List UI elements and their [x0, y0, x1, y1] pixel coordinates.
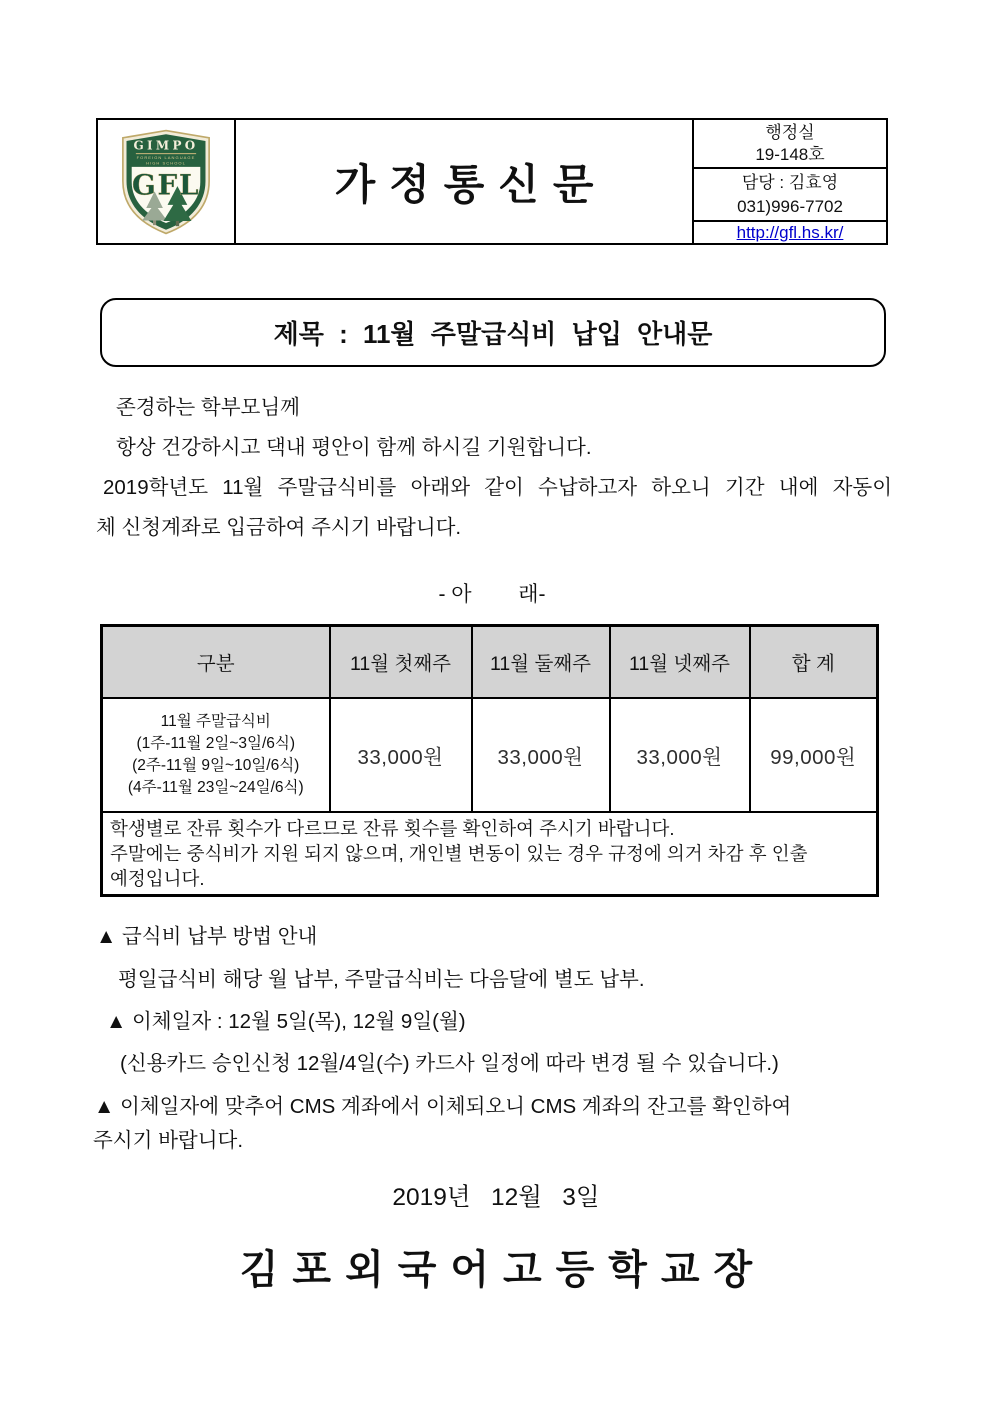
logo-rule	[136, 153, 196, 154]
fee-header-week4: 11월 넷째주	[610, 626, 750, 698]
logo-school-name: GIMPO	[133, 137, 199, 152]
fee-header-week2: 11월 둘째주	[472, 626, 610, 698]
subject-box: 제목 : 11월 주말급식비 납입 안내문	[100, 298, 886, 367]
fee-table-header-row	[102, 626, 878, 698]
fee-value-week1: 33,000원	[330, 698, 472, 812]
greeting-line: 체 신청계좌로 입금하여 주시기 바랍니다.	[96, 516, 462, 539]
fee-table-value-row	[102, 698, 878, 812]
logo-school-sub2: HIGH SCHOOL	[146, 159, 186, 165]
fee-value-week2: 33,000원	[472, 698, 610, 812]
greeting-paragraph	[96, 388, 892, 548]
fee-header-total: 합 계	[750, 626, 878, 698]
fee-header-category: 구분	[102, 626, 330, 698]
header-info-box	[694, 120, 886, 243]
fee-value-week4: 33,000원	[610, 698, 750, 812]
greeting-line: 항상 건강하시고 댁내 평안이 함께 하시길 기원합니다.	[116, 436, 592, 459]
note-line: 학생별로 잔류 횟수가 다르므로 잔류 횟수를 확인하여 주시기 바랍니다.	[110, 817, 675, 839]
info-contact	[694, 167, 886, 220]
fee-header-week1: 11월 첫째주	[330, 626, 472, 698]
fee-row-label	[102, 698, 330, 812]
logo-school-sub1: FOREIGN LANGUAGE	[136, 154, 196, 160]
fee-label-line: (1주-11월 2일~3일/6식)	[136, 734, 296, 752]
bullet-cms-note-line2: 주시기 바랍니다.	[93, 1129, 244, 1152]
bullet-cms-note-line1: ▲ 이체일자에 맞추어 CMS 계좌에서 이체되오니 CMS 계좌의 잔고를 확인하여	[94, 1095, 792, 1118]
notice-date: 2019년 12월 3일	[392, 1184, 600, 1211]
school-logo	[98, 120, 236, 243]
fee-table-notes-row	[102, 812, 878, 896]
note-line: 주말에는 중식비가 지원 되지 않으며, 개인별 변동이 있는 경우 규정에 의거 차감 후 인출	[110, 842, 808, 864]
greeting-line: 2019학년도 11월 주말급식비를 아래와 같이 수납하고자 하오니 기간 내에 자동이	[103, 476, 892, 499]
info-office	[694, 120, 886, 167]
header-banner	[96, 118, 888, 245]
fee-label-line: (4주-11월 23일~24일/6식)	[127, 778, 304, 796]
bullet-payment-method-detail: 평일급식비 해당 월 납부, 주말급식비는 다음달에 별도 납부.	[118, 968, 645, 991]
logo-initials: GFL	[131, 167, 201, 201]
school-website-link[interactable]: http://gfl.hs.kr/	[736, 222, 844, 242]
school-logo-shield-icon	[119, 129, 213, 235]
greeting-line: 존경하는 학부모님께	[116, 396, 300, 419]
fee-table-notes	[102, 812, 878, 896]
note-line: 예정입니다.	[110, 867, 205, 889]
principal-signature: 김포외국어고등학교장	[239, 1248, 767, 1292]
araeh-divider: - 아 래-	[438, 583, 546, 606]
info-doc-number: 19-148호	[755, 144, 825, 164]
bullet-payment-method-title: ▲ 급식비 납부 방법 안내	[96, 925, 318, 948]
info-contact-person: 담당 : 김효영	[741, 172, 839, 192]
fee-value-total: 99,000원	[750, 698, 878, 812]
info-website-row	[694, 220, 886, 243]
bullet-creditcard-note: (신용카드 승인신청 12월/4일(수) 카드사 일정에 따라 변경 될 수 있습니다.)	[120, 1052, 779, 1075]
fee-table	[100, 624, 879, 897]
notice-type-title: 가정통신문	[236, 120, 694, 243]
fee-label-line: (2주-11월 9일~10일/6식)	[132, 756, 300, 774]
info-office-name: 행정실	[765, 122, 815, 142]
fee-label-line: 11월 주말급식비	[160, 712, 271, 730]
info-contact-phone: 031)996-7702	[737, 196, 843, 216]
bullet-transfer-dates: ▲ 이체일자 : 12월 5일(목), 12월 9일(월)	[106, 1010, 466, 1033]
